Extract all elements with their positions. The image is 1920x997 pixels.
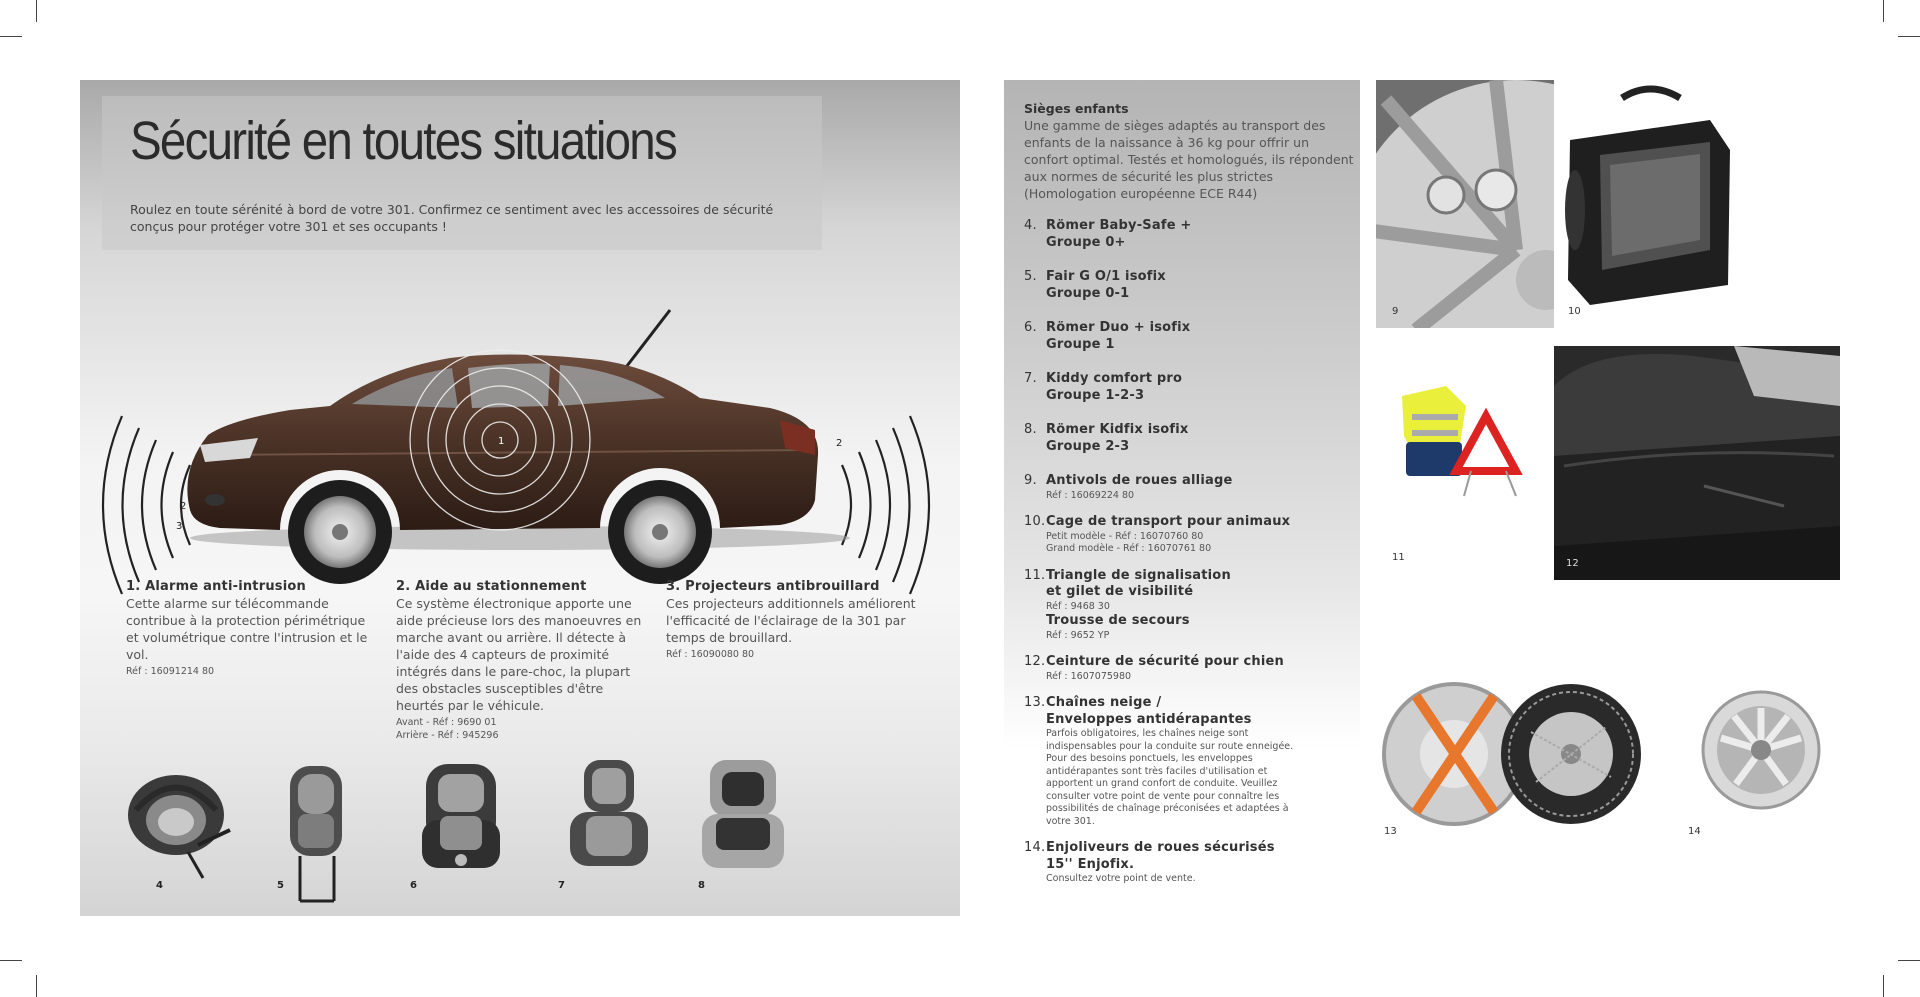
item-number: 8. bbox=[1024, 422, 1037, 437]
seat-number: 7 bbox=[558, 880, 565, 891]
photo-number: 9 bbox=[1392, 306, 1399, 317]
crop-mark bbox=[1883, 0, 1884, 22]
item-number: 10. bbox=[1024, 514, 1046, 529]
list-item bbox=[1024, 269, 1344, 302]
crop-mark bbox=[0, 36, 22, 37]
photo-number: 12 bbox=[1566, 558, 1579, 569]
photo-wheel-lock bbox=[1376, 80, 1554, 328]
item-label-2: Groupe 1 bbox=[1046, 336, 1115, 352]
page-title: Sécurité en toutes situations bbox=[130, 111, 676, 171]
front-wheel bbox=[288, 480, 392, 584]
item-number: 5. bbox=[1024, 269, 1037, 284]
item-label-2: Groupe 1-2-3 bbox=[1046, 387, 1145, 403]
item-label: Kiddy comfort pro bbox=[1046, 371, 1183, 386]
child-seat-5-image bbox=[278, 756, 358, 906]
photo-number: 14 bbox=[1688, 826, 1701, 837]
feature-text: Ce système électronique apporte une aide précieuse lors des manoeuvres en marche avant ou arrière. Il détecte à l'aide des 4 capteurs de proximité intégrés dans le pare-choc, la plupart des obstacles susceptibles d'être heurtés par le véhicule. bbox=[396, 596, 642, 713]
feature-title: 1. Alarme anti-intrusion bbox=[126, 579, 306, 594]
item-label: Römer Baby-Safe + bbox=[1046, 218, 1192, 233]
item-label: Römer Duo + isofix bbox=[1046, 320, 1191, 335]
feature-title: 3. Projecteurs antibrouillard bbox=[666, 579, 880, 594]
feature-parking-aid bbox=[396, 578, 648, 742]
item-number: 9. bbox=[1024, 473, 1037, 488]
list-item bbox=[1024, 840, 1344, 886]
parking-sensor-waves-rear bbox=[842, 416, 929, 594]
photo-number: 11 bbox=[1392, 552, 1405, 563]
item-number: 7. bbox=[1024, 371, 1037, 386]
seat-number: 5 bbox=[277, 880, 284, 891]
title-box bbox=[102, 96, 822, 250]
callout-2-rear: 2 bbox=[836, 438, 843, 449]
photo-number: 13 bbox=[1384, 826, 1397, 837]
item-number: 11. bbox=[1024, 567, 1046, 583]
trousse-ref: Réf : 9652 YP bbox=[1046, 629, 1110, 641]
item-label-2: Groupe 0+ bbox=[1046, 234, 1126, 250]
item-ref: Petit modèle - Réf : 16070760 80 bbox=[1046, 530, 1204, 542]
item-ref: Réf : 16069224 80 bbox=[1046, 489, 1135, 501]
photo-warning-triangle-vest bbox=[1376, 346, 1554, 572]
photo-pet-carrier bbox=[1560, 80, 1734, 328]
item-number: 4. bbox=[1024, 218, 1037, 233]
item-ref-2: Grand modèle - Réf : 16070761 80 bbox=[1046, 543, 1212, 554]
item-number: 6. bbox=[1024, 320, 1037, 335]
feature-fog-lights bbox=[666, 578, 918, 661]
item-ref: Réf : 1607075980 bbox=[1046, 670, 1132, 682]
list-item bbox=[1024, 320, 1344, 353]
crop-mark bbox=[0, 960, 22, 961]
feature-text: Cette alarme sur télécommande contribue à la protection périmétrique et volumétrique contre l'intrusion et le vol. bbox=[126, 596, 368, 662]
left-page-panel bbox=[80, 80, 960, 916]
photo-dog-seat-belt bbox=[1554, 346, 1840, 580]
item-label: Ceinture de sécurité pour chien bbox=[1046, 654, 1284, 669]
callout-2-front: 2 bbox=[180, 501, 187, 512]
list-item bbox=[1024, 654, 1344, 683]
photo-wheel-cover bbox=[1676, 684, 1826, 844]
list-item bbox=[1024, 371, 1344, 404]
item-number: 12. bbox=[1024, 654, 1046, 669]
child-seats-title: Sièges enfants bbox=[1024, 101, 1129, 116]
seat-number: 6 bbox=[410, 880, 417, 891]
item-label-2: et gilet de visibilité bbox=[1046, 584, 1194, 599]
item-number: 13. bbox=[1024, 695, 1046, 710]
child-seats-text: Une gamme de sièges adaptés au transport des enfants de la naissance à 36 kg pour offrir un confort optimal. Testés et homologués, ils répondent aux normes de sécurité les plus strictes (Homologation européenne ECE R44) bbox=[1024, 118, 1354, 201]
item-label-2: 15'' Enjofix. bbox=[1046, 856, 1135, 872]
callout-1: 1 bbox=[498, 436, 505, 447]
item-label: Triangle de signalisation bbox=[1046, 567, 1231, 583]
feature-title: 2. Aide au stationnement bbox=[396, 579, 587, 594]
feature-ref-2: Arrière - Réf : 945296 bbox=[396, 730, 499, 741]
crop-mark bbox=[1883, 975, 1884, 997]
list-item bbox=[1024, 695, 1344, 828]
item-label-2: Groupe 0-1 bbox=[1046, 285, 1130, 301]
intro-text: Roulez en toute sérénité à bord de votre 301. Confirmez ce sentiment avec les accessoires de sécurité conçus pour protéger votre 301 et ses occupants ! bbox=[130, 202, 774, 234]
item-label: Römer Kidfix isofix bbox=[1046, 422, 1189, 437]
feature-text: Ces projecteurs additionnels améliorent l'efficacité de l'éclairage de la 301 par temps de brouillard. bbox=[666, 596, 916, 645]
callout-3: 3 bbox=[176, 521, 183, 532]
item-label: Antivols de roues alliage bbox=[1046, 473, 1233, 488]
list-item bbox=[1024, 473, 1344, 502]
list-item bbox=[1024, 422, 1344, 455]
crop-mark bbox=[36, 0, 37, 22]
child-seat-4-image bbox=[118, 760, 238, 880]
photo-snow-chains bbox=[1376, 672, 1656, 842]
child-seat-8-image bbox=[698, 756, 788, 876]
trousse-label: Trousse de secours bbox=[1046, 613, 1190, 628]
child-seat-6-image bbox=[416, 760, 506, 880]
item-label: Chaînes neige / bbox=[1046, 695, 1162, 710]
child-seats-intro bbox=[1024, 100, 1354, 202]
crop-mark bbox=[36, 975, 37, 997]
item-number: 14. bbox=[1024, 840, 1046, 855]
item-ref: Réf : 9468 30 bbox=[1046, 600, 1110, 612]
list-item bbox=[1024, 514, 1344, 556]
crop-mark bbox=[1898, 36, 1920, 37]
feature-alarm bbox=[126, 578, 378, 678]
seat-number: 8 bbox=[698, 880, 705, 891]
parking-sensor-waves-front bbox=[103, 416, 190, 594]
item-label-2: Groupe 2-3 bbox=[1046, 438, 1130, 454]
item-description: Parfois obligatoires, les chaînes neige sont indispensables pour la conduite sur route enneigée. Pour des besoins ponctuels, les enveloppes antidérapantes sont très faciles d'utilisation et apportent un grand confort de conduite. Veuillez consulter votre point de vente pour connaître les possibilités de chaînage préconisées et adaptées à votre 301. bbox=[1046, 728, 1294, 827]
list-item bbox=[1024, 218, 1344, 251]
photo-number: 10 bbox=[1568, 306, 1581, 317]
item-label: Enjoliveurs de roues sécurisés bbox=[1046, 840, 1275, 855]
item-label: Cage de transport pour animaux bbox=[1046, 514, 1291, 529]
feature-ref: Réf : 16090080 80 bbox=[666, 649, 755, 660]
seat-number: 4 bbox=[156, 880, 163, 891]
feature-ref: Avant - Réf : 9690 01 bbox=[396, 717, 497, 728]
rear-wheel bbox=[608, 480, 712, 584]
item-ref: Consultez votre point de vente. bbox=[1046, 873, 1196, 884]
crop-mark bbox=[1898, 960, 1920, 961]
feature-ref: Réf : 16091214 80 bbox=[126, 666, 215, 677]
list-item bbox=[1024, 568, 1344, 643]
item-label-2: Enveloppes antidérapantes bbox=[1046, 711, 1252, 727]
item-label: Fair G O/1 isofix bbox=[1046, 269, 1166, 284]
child-seat-7-image bbox=[564, 756, 654, 876]
accessories-list bbox=[1024, 218, 1344, 904]
